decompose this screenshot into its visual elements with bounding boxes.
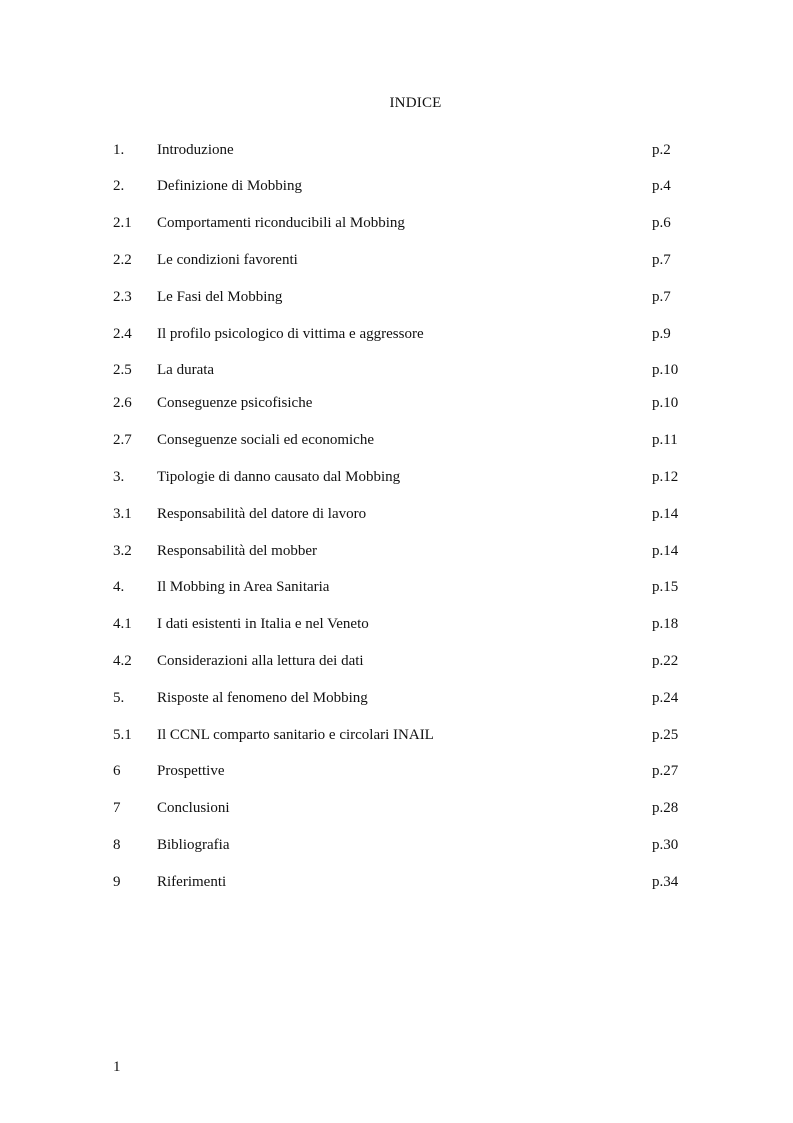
toc-entry-page: p.10 [652, 362, 679, 378]
toc-entry-number: 2.6 [113, 395, 132, 411]
toc-entry [0, 467, 793, 487]
toc-entry [0, 430, 793, 450]
toc-entry-number: 2.4 [113, 326, 132, 342]
toc-entry-label: Risposte al fenomeno del Mobbing [157, 690, 368, 706]
toc-entry [0, 761, 793, 781]
toc-entry-label: Il CCNL comparto sanitario e circolari INAIL [157, 727, 434, 743]
toc-entry [0, 541, 793, 561]
toc-entry-number: 4. [113, 579, 125, 595]
toc-entry-label: Comportamenti riconducibili al Mobbing [157, 215, 405, 231]
toc-entry-page: p.34 [652, 874, 679, 890]
toc-entry [0, 324, 793, 344]
toc-entry-label: Introduzione [157, 142, 234, 158]
toc-entry [0, 287, 793, 307]
toc-entry-number: 1. [113, 142, 125, 158]
toc-entry-page: p.24 [652, 690, 679, 706]
toc-entry-number: 7 [113, 800, 121, 816]
toc-entry-page: p.15 [652, 579, 679, 595]
page-title: INDICE [389, 95, 442, 111]
toc-entry-label: Conseguenze psicofisiche [157, 395, 313, 411]
toc-entry-number: 8 [113, 837, 121, 853]
toc-entry-page: p.4 [652, 178, 671, 194]
toc-entry-number: 4.1 [113, 616, 132, 632]
toc-entry-number: 5. [113, 690, 125, 706]
toc-entry-page: p.9 [652, 326, 671, 342]
toc-entry-label: Le Fasi del Mobbing [157, 289, 283, 305]
toc-entry [0, 393, 793, 413]
toc-entry-page: p.28 [652, 800, 679, 816]
toc-entry-page: p.25 [652, 727, 679, 743]
toc-entry-label: Prospettive [157, 763, 225, 779]
toc-entry-page: p.2 [652, 142, 671, 158]
toc-entry-number: 6 [113, 763, 121, 779]
toc-entry-label: Bibliografia [157, 837, 230, 853]
toc-entry-label: Responsabilità del mobber [157, 543, 317, 559]
toc-entry-page: p.30 [652, 837, 679, 853]
toc-entry-number: 2.7 [113, 432, 132, 448]
toc-entry-number: 9 [113, 874, 121, 890]
toc-entry-label: Il profilo psicologico di vittima e aggressore [157, 326, 424, 342]
toc-entry-number: 5.1 [113, 727, 132, 743]
toc-entry-label: Le condizioni favorenti [157, 252, 298, 268]
toc-entry [0, 213, 793, 233]
toc-entry-label: I dati esistenti in Italia e nel Veneto [157, 616, 369, 632]
toc-entry-page: p.18 [652, 616, 679, 632]
toc-entry-label: Riferimenti [157, 874, 227, 890]
toc-entry-page: p.27 [652, 763, 679, 779]
toc-entry [0, 835, 793, 855]
toc-entry-number: 3.1 [113, 506, 132, 522]
toc-entry-page: p.11 [652, 432, 678, 448]
toc-entry-label: Conseguenze sociali ed economiche [157, 432, 375, 448]
toc-entry-label: Considerazioni alla lettura dei dati [157, 653, 364, 669]
toc-entry [0, 176, 793, 196]
toc-entry-number: 3. [113, 469, 125, 485]
toc-entry-label: La durata [157, 362, 215, 378]
toc-entry-label: Il Mobbing in Area Sanitaria [157, 579, 330, 595]
toc-entry-number: 2.2 [113, 252, 132, 268]
toc-entry-number: 2.1 [113, 215, 132, 231]
toc-entry-page: p.12 [652, 469, 679, 485]
toc-entry-page: p.7 [652, 252, 671, 268]
toc-entry-number: 2. [113, 178, 125, 194]
toc-entry-page: p.10 [652, 395, 679, 411]
toc-entry [0, 360, 793, 380]
toc-entry [0, 250, 793, 270]
toc-entry-page: p.6 [652, 215, 671, 231]
toc-entry [0, 725, 793, 745]
toc-entry-page: p.14 [652, 543, 679, 559]
toc-entry [0, 688, 793, 708]
toc-entry [0, 651, 793, 671]
toc-entry [0, 872, 793, 892]
toc-entry [0, 798, 793, 818]
toc-entry-page: p.14 [652, 506, 679, 522]
toc-entry [0, 577, 793, 597]
toc-entry-label: Conclusioni [157, 800, 230, 816]
toc-entry-label: Definizione di Mobbing [157, 178, 302, 194]
toc-entry-page: p.22 [652, 653, 679, 669]
toc-entry-label: Responsabilità del datore di lavoro [157, 506, 367, 522]
toc-entry-label: Tipologie di danno causato dal Mobbing [157, 469, 401, 485]
toc-entry-number: 4.2 [113, 653, 132, 669]
toc-entry-page: p.7 [652, 289, 671, 305]
page-number: 1 [113, 1059, 121, 1075]
toc-entry [0, 504, 793, 524]
toc-entry-number: 2.5 [113, 362, 132, 378]
toc-entry-number: 2.3 [113, 289, 132, 305]
toc-entry-number: 3.2 [113, 543, 132, 559]
toc-entry [0, 614, 793, 634]
toc-entry [0, 140, 793, 160]
